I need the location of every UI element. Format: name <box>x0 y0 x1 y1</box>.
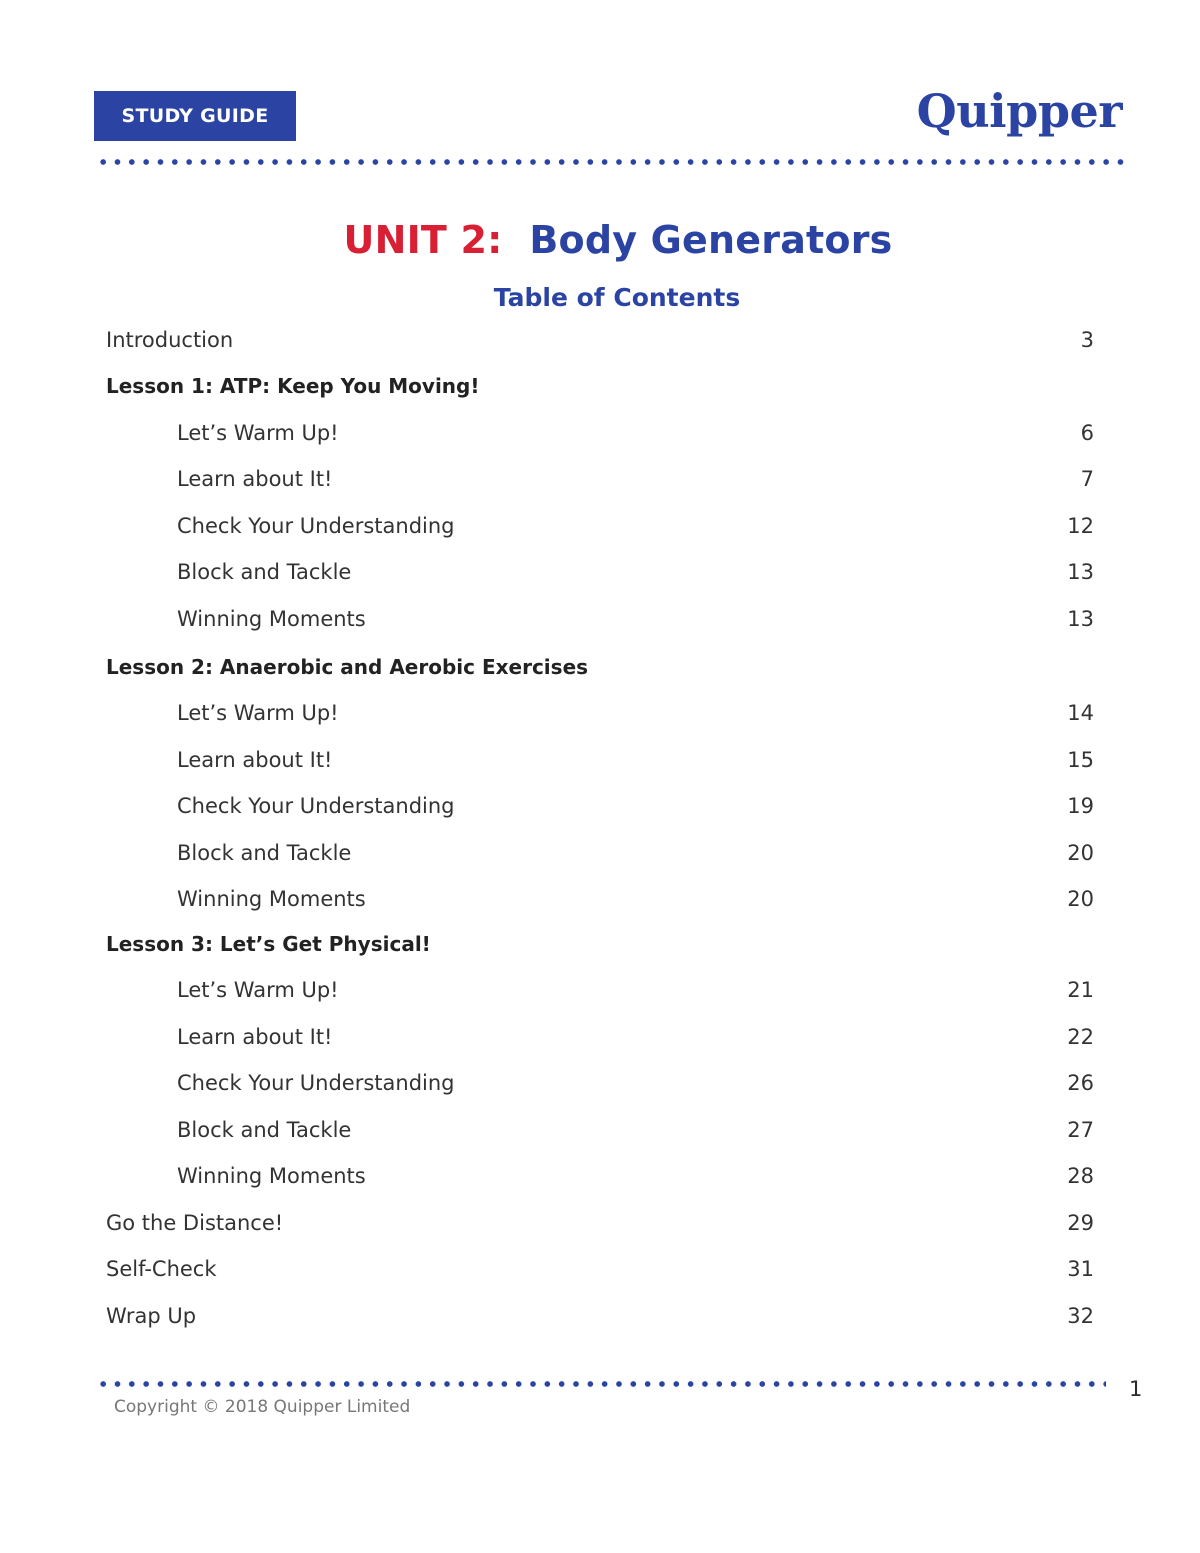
toc-entry-label: Winning Moments <box>177 607 366 631</box>
toc-entry-label: Go the Distance! <box>106 1211 284 1235</box>
toc-entry[interactable] <box>106 693 1094 733</box>
toc-entry-page: 29 <box>1067 1211 1094 1235</box>
toc-entry-page: 6 <box>1080 421 1094 445</box>
top-dotted-divider <box>96 159 1124 165</box>
toc-entry-label: Block and Tackle <box>177 1118 352 1142</box>
toc-entry-label: Lesson 3: Let’s Get Physical! <box>106 932 431 956</box>
toc-entry-go-the-distance[interactable] <box>106 1203 1094 1243</box>
toc-entry-label: Self-Check <box>106 1257 217 1281</box>
quipper-logo: Quipper <box>916 84 1122 138</box>
toc-entry-label: Lesson 2: Anaerobic and Aerobic Exercises <box>106 655 589 679</box>
toc-entry-page: 21 <box>1067 978 1094 1002</box>
toc-lesson-3-heading[interactable] <box>106 924 1094 964</box>
toc-entry-page: 28 <box>1067 1164 1094 1188</box>
toc-entry-self-check[interactable] <box>106 1249 1094 1289</box>
toc-entry-label: Let’s Warm Up! <box>177 701 339 725</box>
toc-lesson-2-heading[interactable] <box>106 647 1094 687</box>
toc-entry[interactable] <box>106 552 1094 592</box>
toc-entry-page: 3 <box>1080 328 1094 352</box>
toc-entry-page: 15 <box>1067 748 1094 772</box>
toc-heading: Table of Contents <box>493 283 741 312</box>
toc-entry-label: Introduction <box>106 328 234 352</box>
copyright-notice: Copyright © 2018 Quipper Limited <box>114 1397 411 1417</box>
toc-entry-label: Learn about It! <box>177 1025 333 1049</box>
toc-entry[interactable] <box>106 970 1094 1010</box>
toc-entry-introduction[interactable] <box>106 320 1094 360</box>
toc-entry-page: 27 <box>1067 1118 1094 1142</box>
toc-entry-page: 31 <box>1067 1257 1094 1281</box>
toc-entry[interactable] <box>106 786 1094 826</box>
toc-entry-page: 32 <box>1067 1304 1094 1328</box>
toc-entry-label: Winning Moments <box>177 887 366 911</box>
toc-entry-page: 13 <box>1067 560 1094 584</box>
toc-entry-page: 26 <box>1067 1071 1094 1095</box>
toc-entry-label: Lesson 1: ATP: Keep You Moving! <box>106 374 480 398</box>
toc-entry[interactable] <box>106 506 1094 546</box>
toc-entry-page: 7 <box>1080 467 1094 491</box>
toc-entry-label: Wrap Up <box>106 1304 197 1328</box>
toc-entry-page: 19 <box>1067 794 1094 818</box>
toc-lesson-1-heading[interactable] <box>106 366 1094 406</box>
toc-entry-page: 20 <box>1067 841 1094 865</box>
toc-entry-page: 20 <box>1067 887 1094 911</box>
toc-entry[interactable] <box>106 740 1094 780</box>
bottom-dotted-divider <box>96 1381 1106 1387</box>
toc-entry-label: Check Your Understanding <box>177 1071 455 1095</box>
toc-entry-page: 22 <box>1067 1025 1094 1049</box>
toc-entry-label: Block and Tackle <box>177 560 352 584</box>
study-guide-badge: STUDY GUIDE <box>94 91 296 141</box>
toc-entry-label: Winning Moments <box>177 1164 366 1188</box>
toc-entry[interactable] <box>106 599 1094 639</box>
unit-title <box>0 218 1200 262</box>
toc-entry-label: Block and Tackle <box>177 841 352 865</box>
toc-entry-label: Let’s Warm Up! <box>177 978 339 1002</box>
unit-name: Body Generators <box>529 218 893 262</box>
toc-entry[interactable] <box>106 833 1094 873</box>
toc-entry[interactable] <box>106 1156 1094 1196</box>
toc-entry[interactable] <box>106 879 1094 919</box>
toc-entry[interactable] <box>106 413 1094 453</box>
toc-entry-label: Check Your Understanding <box>177 794 455 818</box>
toc-entry[interactable] <box>106 1110 1094 1150</box>
toc-entry[interactable] <box>106 459 1094 499</box>
toc-entry-label: Learn about It! <box>177 748 333 772</box>
toc-entry-page: 14 <box>1067 701 1094 725</box>
toc-entry-label: Check Your Understanding <box>177 514 455 538</box>
page-number: 1 <box>1129 1377 1143 1401</box>
toc-entry[interactable] <box>106 1017 1094 1057</box>
toc-entry-label: Learn about It! <box>177 467 333 491</box>
toc-entry-page: 12 <box>1067 514 1094 538</box>
toc-entry-wrap-up[interactable] <box>106 1296 1094 1336</box>
toc-entry-label: Let’s Warm Up! <box>177 421 339 445</box>
toc-entry-page: 13 <box>1067 607 1094 631</box>
toc-entry[interactable] <box>106 1063 1094 1103</box>
unit-number: UNIT 2: <box>343 218 503 262</box>
